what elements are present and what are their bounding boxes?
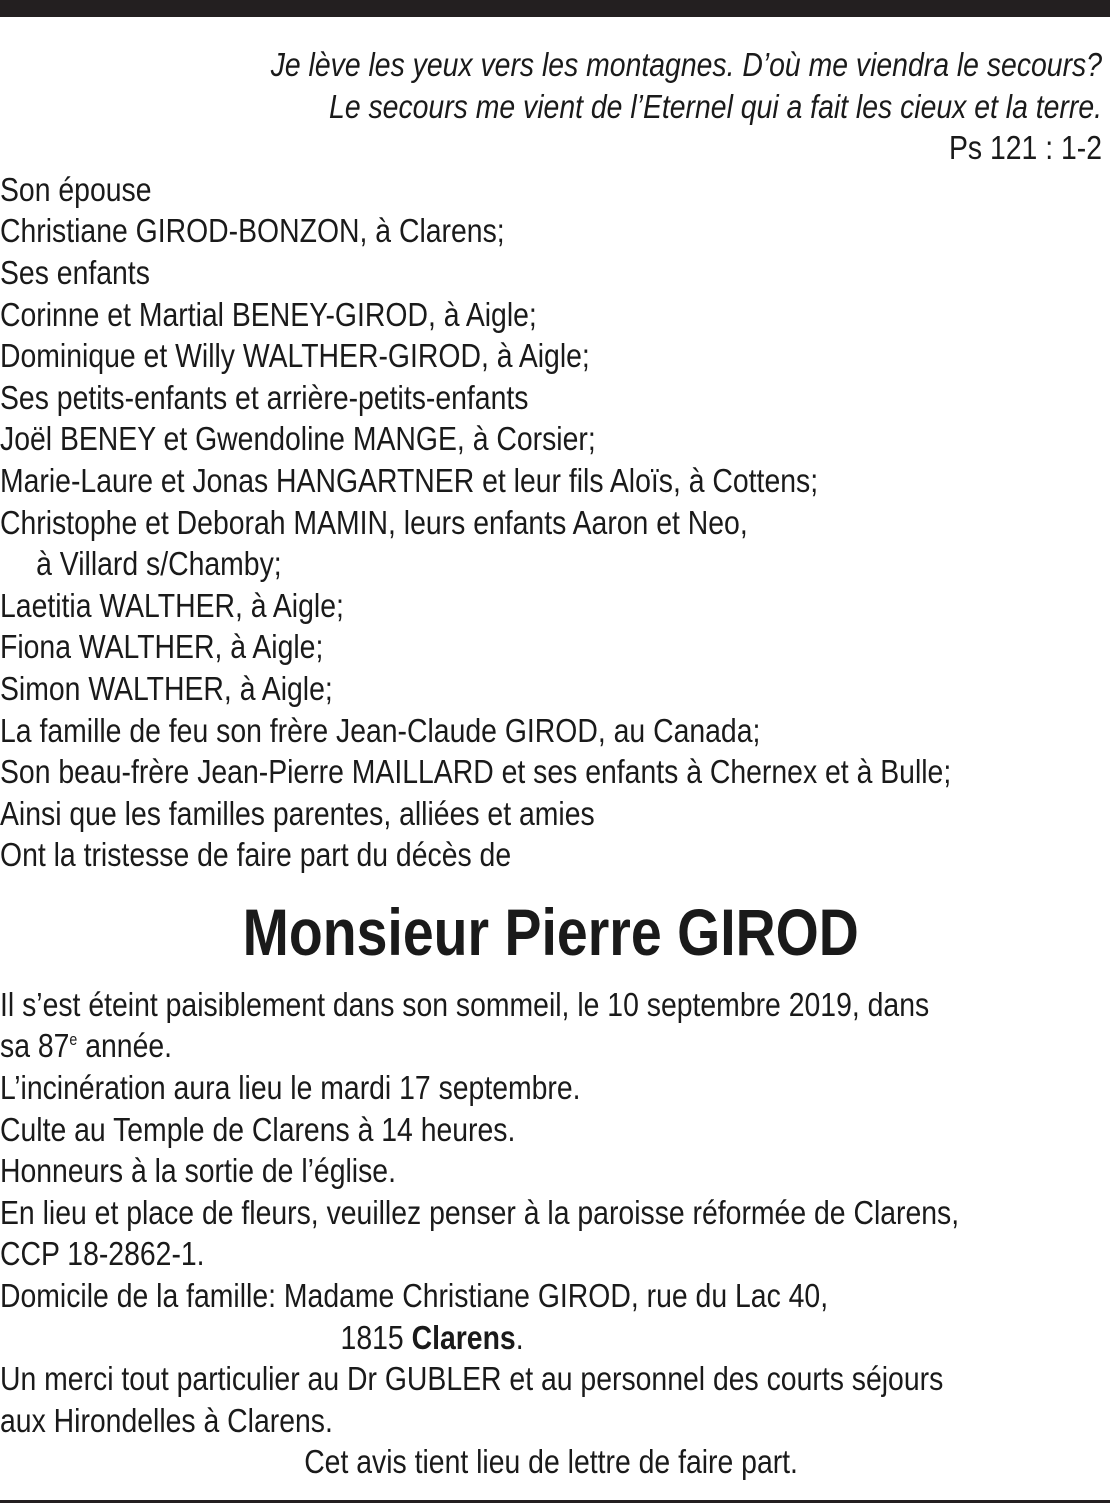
ccp-line: CCP 18-2862-1. — [0, 1235, 205, 1273]
service-line: Culte au Temple de Clarens à 14 heures. — [0, 1110, 516, 1148]
family-line: La famille de feu son frère Jean-Claude GIROD, au Canada; — [0, 711, 761, 749]
obituary-notice — [0, 44, 1102, 1483]
details — [0, 984, 1102, 1442]
closing-line: Cet avis tient lieu de lettre de faire part. — [304, 1443, 798, 1481]
age-text: sa 87 — [0, 1027, 70, 1065]
family-line: Simon WALTHER, à Aigle; — [0, 669, 333, 707]
family-line: Ses enfants — [0, 253, 150, 291]
family-line: Laetitia WALTHER, à Aigle; — [0, 586, 344, 624]
honours-line: Honneurs à la sortie de l’église. — [0, 1152, 396, 1190]
family-line: Christiane GIROD-BONZON, à Clarens; — [0, 212, 505, 250]
age-text-end: année. — [77, 1027, 173, 1065]
details-line — [0, 1025, 948, 1067]
family-line: Ont la tristesse de faire part du décès de — [0, 836, 512, 874]
postcode: 1815 — [340, 1318, 412, 1356]
family-line: Christophe et Deborah MAMIN, leurs enfants Aaron et Neo, — [0, 503, 748, 541]
scripture-quote — [0, 44, 1102, 169]
domicile-line: Domicile de la famille: Madame Christiane GIROD, rue du Lac 40, — [0, 1277, 829, 1315]
family-list — [0, 169, 1102, 876]
bottom-rule — [0, 1500, 1110, 1503]
family-line: à Villard s/Chamby; — [36, 545, 282, 583]
deceased-name: Monsieur Pierre GIROD — [242, 894, 860, 969]
family-line: Ses petits-enfants et arrière-petits-enfants — [0, 378, 529, 416]
ordinal-suffix: e — [69, 1031, 78, 1050]
family-line: Son épouse — [0, 170, 152, 208]
family-line: Fiona WALTHER, à Aigle; — [0, 628, 324, 666]
thanks-line: Un merci tout particulier au Dr GUBLER et au personnel des courts séjours — [0, 1360, 944, 1398]
thanks-line: aux Hirondelles à Clarens. — [0, 1401, 333, 1439]
details-line: Il s’est éteint paisiblement dans son sommeil, le 10 septembre 2019, dans — [0, 985, 930, 1023]
family-line: Son beau-frère Jean-Pierre MAILLARD et ses enfants à Chernex et à Bulle; — [0, 753, 952, 791]
quote-line: Je lève les yeux vers les montagnes. D’où me viendra le secours? — [270, 46, 1102, 83]
flowers-line: En lieu et place de fleurs, veuillez penser à la paroisse réformée de Clarens, — [0, 1193, 960, 1231]
family-line: Marie-Laure et Jonas HANGARTNER et leur fils Aloïs, à Cottens; — [0, 461, 819, 499]
quote-line: Le secours me vient de l’Eternel qui a fait les cieux et la terre. — [329, 87, 1102, 125]
family-line: Dominique et Willy WALTHER-GIROD, à Aigle; — [0, 337, 590, 375]
top-rule — [0, 0, 1110, 17]
domicile-city-line — [0, 1317, 948, 1359]
incineration-line: L’incinération aura lieu le mardi 17 septembre. — [0, 1069, 581, 1107]
closing — [0, 1441, 1102, 1483]
quote-reference: Ps 121 : 1-2 — [948, 129, 1102, 167]
family-line: Corinne et Martial BENEY-GIROD, à Aigle; — [0, 295, 537, 333]
city-name: Clarens — [411, 1318, 516, 1356]
period: . — [515, 1318, 524, 1356]
family-line: Joël BENEY et Gwendoline MANGE, à Corsier; — [0, 420, 596, 458]
family-line: Ainsi que les familles parentes, alliées et amies — [0, 794, 595, 832]
deceased-name-block — [0, 876, 1102, 984]
